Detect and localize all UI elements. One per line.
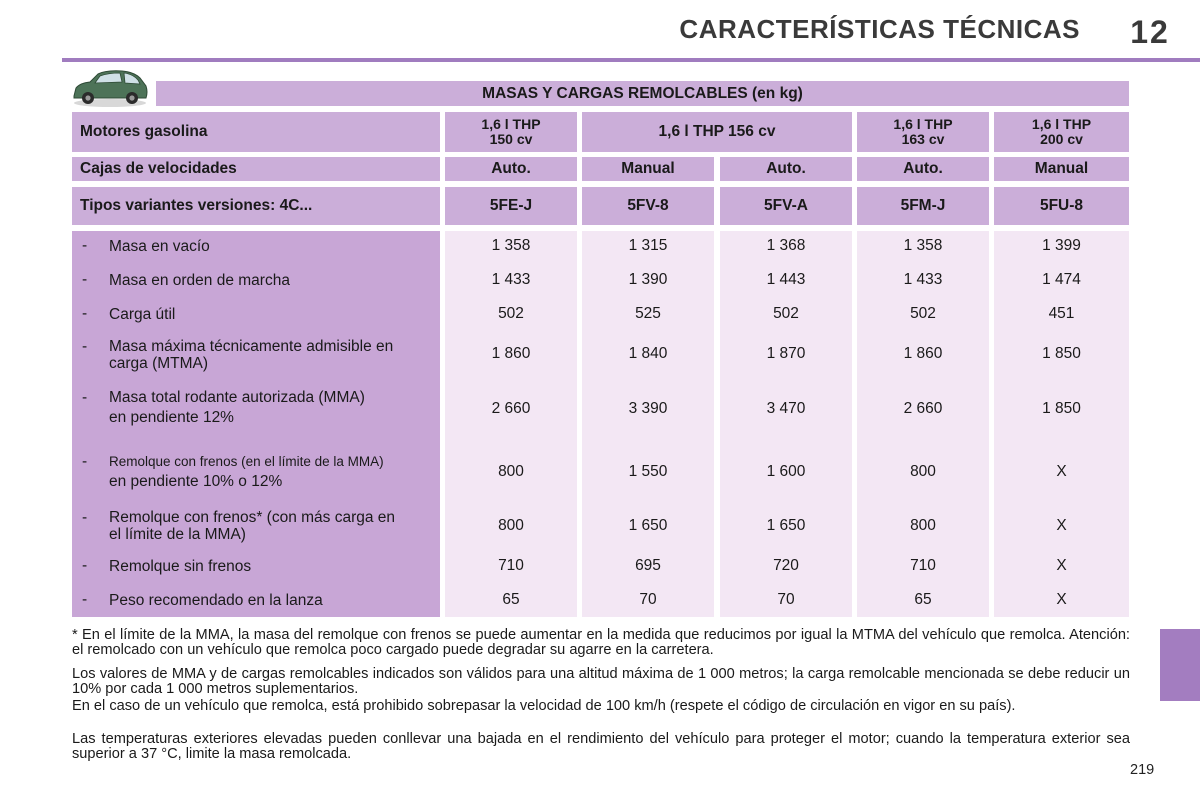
table-row-label <box>72 450 440 494</box>
table-cell: X <box>1056 591 1067 608</box>
table-cell: 502 <box>773 305 799 322</box>
row-label-text: Masa máxima técnicamente admisible en carga (MTMA) <box>109 338 394 372</box>
page-number: 219 <box>1130 762 1155 778</box>
table-cell: 451 <box>1048 305 1075 322</box>
row-label-text: Carga útil <box>109 305 176 323</box>
gearbox-cell: Manual <box>582 157 714 181</box>
table-row-label <box>72 299 440 329</box>
table-cell: 1 368 <box>766 237 806 254</box>
table-cell: 1 860 <box>491 345 531 362</box>
row-label-text <box>109 453 384 490</box>
table-cell: 710 <box>498 557 524 574</box>
table-cell: 1 860 <box>903 345 943 362</box>
table-cell: 1 474 <box>1042 271 1081 288</box>
footnote <box>72 628 1130 658</box>
table-cell: 1 443 <box>766 271 806 288</box>
table-cell: X <box>1056 517 1067 534</box>
row-label-line2: en pendiente 12% <box>109 409 234 426</box>
table-cell: 1 840 <box>628 345 668 362</box>
row-label-line1: Masa total rodante autorizada (MMA) <box>109 389 365 406</box>
table-cell: 1 850 <box>1042 345 1081 362</box>
row-dash: - <box>82 591 88 608</box>
row-label-text: Masa en vacío <box>109 237 210 255</box>
variant-cell: 5FV-8 <box>582 187 714 225</box>
table-cell: 800 <box>498 517 524 534</box>
table-cell: 800 <box>910 517 936 534</box>
engine-header-line1: 1,6 l THP <box>1031 116 1092 132</box>
engine-header-line2: 200 cv <box>1040 131 1083 147</box>
chapter-number: 12 <box>1130 14 1170 50</box>
row-dash: - <box>82 509 88 526</box>
footnote-text: * En el límite de la MMA, la masa del remolque con frenos se puede aumentar en la medida que reducimos por igual la MTMA del vehículo que remolca. Atención: el remolcado con un vehículo que remolca poco cargado puede degradar su agarre en la carretera. <box>72 627 1130 658</box>
table-cell: 502 <box>910 305 936 322</box>
variant-cell: 5FU-8 <box>994 187 1129 225</box>
gearbox-label: Cajas de velocidades <box>72 157 440 181</box>
variant-cell: 5FM-J <box>857 187 989 225</box>
note-paragraph <box>72 667 1130 697</box>
note-text: En el caso de un vehículo que remolca, está prohibido sobrepasar la velocidad de 100 km/h (respete el código de circulación en vigor en su país). <box>72 698 1016 714</box>
page-title: CARACTERÍSTICAS TÉCNICAS <box>679 14 1080 44</box>
variants-label: Tipos variantes versiones: 4C... <box>72 187 440 225</box>
gearbox-cell: Auto. <box>720 157 852 181</box>
row-dash: - <box>82 338 88 355</box>
row-label-text: Masa en orden de marcha <box>109 271 290 289</box>
engine-header <box>857 112 989 152</box>
engine-header <box>994 112 1129 152</box>
table-cell: 3 470 <box>766 400 806 417</box>
table-cell: 1 390 <box>628 271 668 288</box>
table-row-label <box>72 231 440 261</box>
table-cell: 70 <box>639 591 657 608</box>
engine-header <box>582 112 852 152</box>
engine-header-line2: 163 cv <box>901 131 945 147</box>
row-label-text: Remolque sin frenos <box>109 557 252 575</box>
row-dash: - <box>82 453 88 470</box>
engine-header <box>445 112 577 152</box>
table-cell: 1 433 <box>491 271 531 288</box>
table-cell: 3 390 <box>628 400 668 417</box>
variant-cell: 5FE-J <box>445 187 577 225</box>
table-cell: 1 870 <box>766 345 806 362</box>
table-cell: 2 660 <box>491 400 531 417</box>
table-cell: X <box>1056 463 1067 480</box>
table-cell: 720 <box>773 557 799 574</box>
table-cell: X <box>1056 557 1067 574</box>
row-dash: - <box>82 557 88 574</box>
table-cell: 65 <box>914 591 932 608</box>
chapter-side-tab <box>1160 629 1200 701</box>
table-row-label <box>72 386 440 432</box>
gearbox-cell: Manual <box>994 157 1129 181</box>
table-cell: 1 399 <box>1042 237 1081 254</box>
table-cell: 1 600 <box>766 463 806 480</box>
table-row-label <box>72 551 440 581</box>
table-cell: 710 <box>910 557 936 574</box>
table-cell: 1 433 <box>903 271 943 288</box>
table-cell: 2 660 <box>903 400 943 417</box>
engines-label: Motores gasolina <box>72 112 440 152</box>
car-icon <box>70 68 150 108</box>
row-label-text <box>109 389 365 426</box>
table-row-label <box>72 334 440 374</box>
engine-header-line1: 1,6 l THP <box>481 116 541 132</box>
row-label-text: Remolque con frenos* (con más carga en el límite de la MMA) <box>109 509 396 543</box>
note-paragraph <box>72 699 1130 714</box>
table-cell: 800 <box>910 463 936 480</box>
table-cell: 1 358 <box>903 237 943 254</box>
table-caption: MASAS Y CARGAS REMOLCABLES (en kg) <box>156 81 1129 106</box>
variant-cell: 5FV-A <box>720 187 852 225</box>
table-cell: 1 650 <box>628 517 668 534</box>
gearbox-cell: Auto. <box>857 157 989 181</box>
table-cell: 1 850 <box>1042 400 1081 417</box>
table-cell: 65 <box>502 591 520 608</box>
table-cell: 1 650 <box>766 517 806 534</box>
gearbox-cell: Auto. <box>445 157 577 181</box>
row-dash: - <box>82 237 88 254</box>
table-row-label <box>72 265 440 295</box>
engine-header-line1: 1,6 l THP <box>893 116 953 132</box>
engine-header-line1: 1,6 l THP 156 cv <box>658 123 776 140</box>
note-text: Las temperaturas exteriores elevadas pueden conllevar una bajada en el rendimiento del vehículo para proteger el motor; cuando la temperatura exterior sea superior a 37 °C, limite la masa remolcada. <box>72 731 1130 762</box>
row-label-text: Peso recomendado en la lanza <box>109 591 323 609</box>
row-dash: - <box>82 271 88 288</box>
table-cell: 1 550 <box>628 463 668 480</box>
table-cell: 1 358 <box>491 237 531 254</box>
note-text: Los valores de MMA y de cargas remolcables indicados son válidos para una altitud máxima de 1 000 metros; la carga remolcable mencionada se debe reducir un 10% por cada 1 000 metros suplementarios. <box>72 666 1130 697</box>
table-cell: 1 315 <box>628 237 668 254</box>
table-cell: 70 <box>777 591 795 608</box>
table-cell: 502 <box>498 305 524 322</box>
note-paragraph <box>72 732 1130 762</box>
row-label-line2: en pendiente 10% o 12% <box>109 473 283 490</box>
engine-header-line2: 150 cv <box>489 131 533 147</box>
header-rule <box>62 58 1200 62</box>
table-cell: 525 <box>635 305 661 322</box>
row-dash: - <box>82 389 88 406</box>
table-cell: 695 <box>635 557 661 574</box>
row-label-line1: Remolque con frenos (en el límite de la MMA) <box>109 454 384 469</box>
table-row-label <box>72 585 440 615</box>
table-cell: 800 <box>498 463 524 480</box>
table-row-label <box>72 507 440 545</box>
row-dash: - <box>82 305 88 322</box>
